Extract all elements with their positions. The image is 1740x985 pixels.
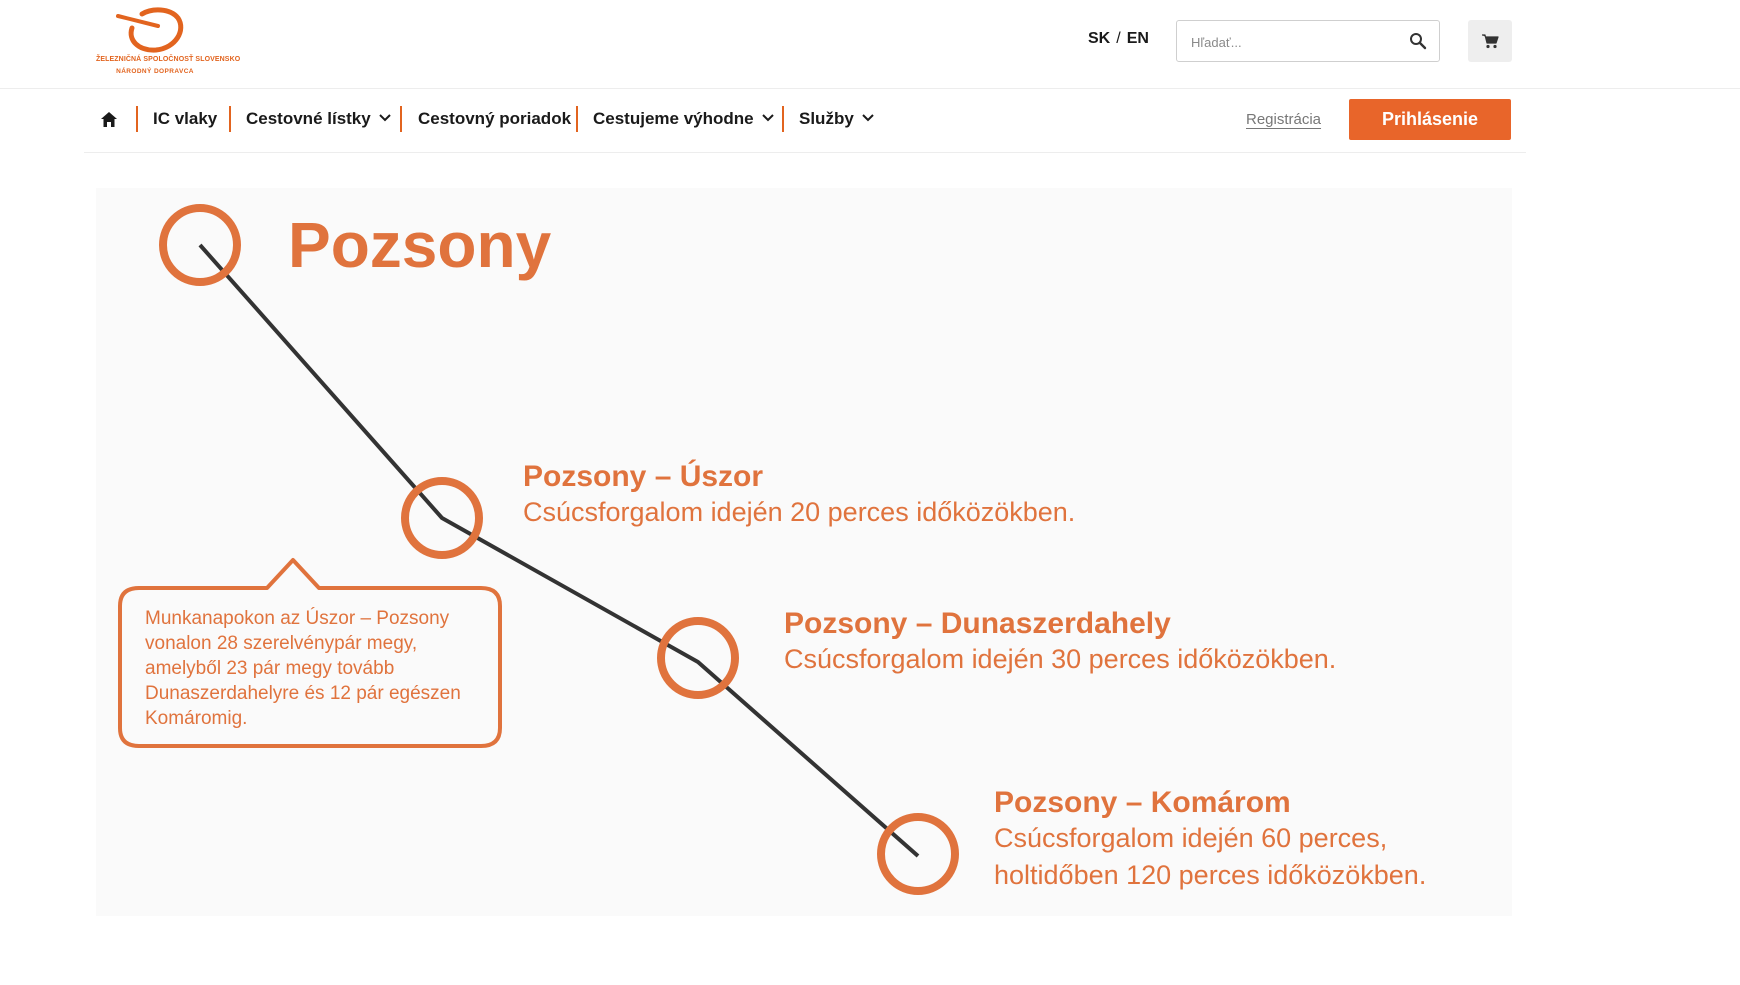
language-switcher <box>1088 30 1149 48</box>
station-desc: Csúcsforgalom idején 20 perces időközökben. <box>523 497 1076 527</box>
main-navigation <box>84 88 1526 153</box>
station-desc: holtidőben 120 perces időközökben. <box>994 860 1427 890</box>
search-box <box>1176 20 1440 62</box>
nav-divider <box>229 106 231 132</box>
nav-item-cestujeme-vyhodne[interactable] <box>593 109 774 129</box>
nav-item-label: Cestujeme výhodne <box>593 109 754 128</box>
search-input[interactable] <box>1189 29 1393 55</box>
station-desc: Csúcsforgalom idején 60 perces, <box>994 823 1388 853</box>
nav-item-label: Cestovný poriadok <box>418 109 572 128</box>
chevron-down-icon <box>379 114 391 122</box>
station-block <box>994 786 1426 894</box>
callout-text: Munkanapokon az Úszor – Pozsony vonalon 28 szerelvénypár megy, amelyből 23 pár megy tovább Dunaszerdahelyre és 12 pár egészen Komáromig. <box>145 608 461 729</box>
lang-separator: / <box>1116 30 1121 47</box>
login-button[interactable]: Prihlásenie <box>1349 99 1511 140</box>
top-header <box>0 0 1740 89</box>
nav-divider <box>576 106 578 132</box>
nav-item-label: IC vlaky <box>153 109 218 128</box>
station-name: Pozsony – Úszor <box>523 460 764 493</box>
station-name: Pozsony – Komárom <box>994 786 1291 819</box>
station-name: Pozsony – Dunaszerdahely <box>784 607 1171 640</box>
nav-item-cestovne-listky[interactable] <box>246 109 391 129</box>
chevron-down-icon <box>862 114 874 122</box>
cart-button[interactable] <box>1468 20 1512 62</box>
station-desc: Csúcsforgalom idején 30 perces időközökben. <box>784 644 1337 674</box>
station-block <box>784 607 1336 678</box>
nav-item-ic-vlaky[interactable] <box>153 109 217 129</box>
nav-item-label: Služby <box>799 109 854 128</box>
station-block <box>523 460 1075 531</box>
chevron-down-icon <box>762 114 774 122</box>
lang-sk[interactable]: SK <box>1088 30 1111 47</box>
logo-mark-icon <box>112 4 198 56</box>
register-link[interactable]: Registrácia <box>1246 111 1322 128</box>
cart-icon <box>1481 33 1499 49</box>
logo-line1: ŽELEZNIČNÁ SPOLOČNOSŤ SLOVENSKO <box>96 56 241 63</box>
nav-item-sluzby[interactable] <box>799 109 874 129</box>
nav-item-label: Cestovné lístky <box>246 109 371 128</box>
search-icon[interactable] <box>1409 32 1427 55</box>
hero-title: Pozsony <box>288 209 552 281</box>
nav-divider <box>400 106 402 132</box>
logo-line2: NÁRODNÝ DOPRAVCA <box>116 68 194 75</box>
route-infographic <box>96 188 1512 916</box>
nav-divider <box>782 106 784 132</box>
route-line <box>200 245 918 856</box>
zssk-logo[interactable] <box>96 4 241 82</box>
home-icon[interactable] <box>100 111 118 133</box>
nav-divider <box>136 106 138 132</box>
nav-item-cestovny-poriadok[interactable] <box>418 109 571 129</box>
station-marker <box>661 621 735 695</box>
lang-en[interactable]: EN <box>1126 30 1149 47</box>
